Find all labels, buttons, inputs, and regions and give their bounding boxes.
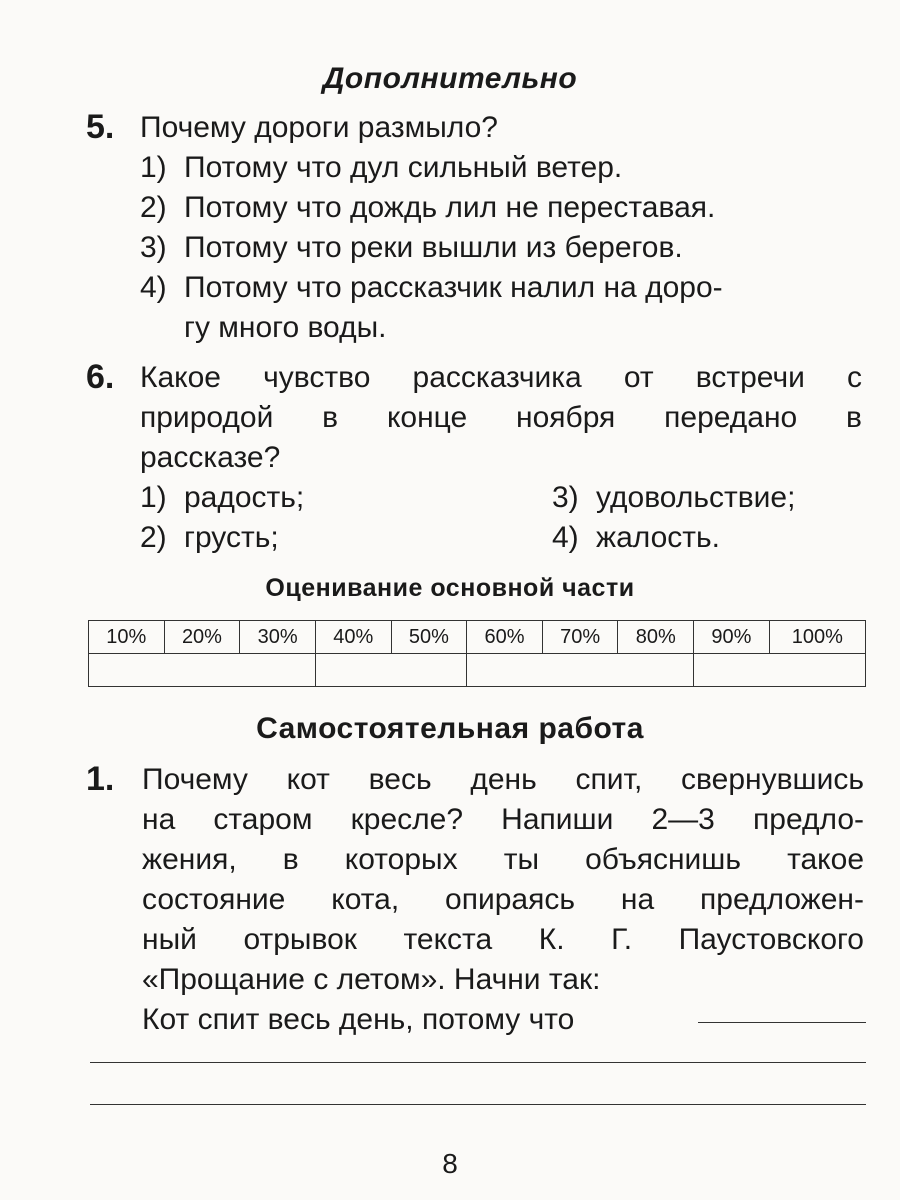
q5-option-4: [140, 268, 860, 308]
grading-mark-row: [89, 654, 866, 687]
option-text: Потому что дождь лил не переставая.: [184, 191, 716, 224]
option-number: 1): [140, 151, 167, 184]
grade-cell-30: 30%: [240, 621, 316, 654]
grading-title: Оценивание основной части: [265, 574, 635, 602]
question-6-text-line-1: Какое чувство рассказчика от встречи с: [140, 361, 862, 394]
option-text: удовольствие;: [596, 481, 796, 514]
q5-option-2: [140, 188, 715, 228]
grade-cell-100: 100%: [769, 621, 865, 654]
option-number: 3): [140, 231, 167, 264]
grade-cell-50: 50%: [391, 621, 467, 654]
option-number: 3): [552, 481, 579, 514]
grade-cell-80: 80%: [618, 621, 694, 654]
option-text: Потому что рассказчик налил на доро-: [184, 271, 723, 304]
q5-option-4-continued: гу много воды.: [184, 311, 387, 344]
grade-mark-cell-2[interactable]: [315, 654, 466, 687]
grade-cell-20: 20%: [164, 621, 240, 654]
q5-option-1: [140, 148, 622, 188]
option-number: 4): [140, 271, 167, 304]
answer-line-1[interactable]: [698, 1022, 866, 1023]
answer-prompt: Кот спит весь день, потому что: [142, 1003, 575, 1036]
answer-line-3[interactable]: [90, 1104, 866, 1105]
option-number: 1): [140, 481, 167, 514]
question-1-number: 1.: [86, 760, 115, 798]
question-1-line-6: «Прощание с летом». Начни так:: [142, 963, 601, 996]
question-1-line-1: Почему кот весь день спит, свернувшись: [142, 763, 864, 796]
question-6-number: 6.: [86, 358, 115, 396]
q6-option-2: [140, 518, 279, 558]
grading-table: [88, 620, 866, 687]
option-number: 2): [140, 191, 167, 224]
option-text: жалость.: [596, 521, 720, 554]
section-title-independent: Самостоятельная работа: [256, 712, 644, 745]
question-1-line-2: на старом кресле? Напиши 2—3 предло-: [142, 803, 864, 836]
grading-percent-row: [89, 621, 866, 654]
grade-cell-10: 10%: [89, 621, 165, 654]
grade-cell-60: 60%: [467, 621, 543, 654]
grade-cell-90: 90%: [694, 621, 770, 654]
grade-mark-cell-3[interactable]: [467, 654, 694, 687]
option-text: грусть;: [184, 521, 279, 554]
q6-option-1: [140, 478, 304, 518]
option-text: радость;: [184, 481, 305, 514]
option-number: 2): [140, 521, 167, 554]
option-text: Потому что реки вышли из берегов.: [184, 231, 683, 264]
section-title-additional: Дополнительно: [322, 62, 578, 95]
grade-mark-cell-4[interactable]: [694, 654, 866, 687]
question-1-line-5: ный отрывок текста К. Г. Паустовского: [142, 923, 864, 956]
q5-option-3: [140, 228, 683, 268]
question-5-number: 5.: [86, 108, 115, 146]
question-6-text-line-2: природой в конце ноября передано в: [140, 401, 862, 434]
question-1-line-3: жения, в которых ты объяснишь такое: [142, 843, 864, 876]
grade-cell-70: 70%: [542, 621, 618, 654]
grade-mark-cell-1[interactable]: [89, 654, 316, 687]
question-1-line-4: состояние кота, опираясь на предложен-: [142, 883, 864, 916]
question-5-text: Почему дороги размыло?: [140, 111, 498, 144]
q6-option-3: [552, 478, 795, 518]
q6-option-4: [552, 518, 720, 558]
question-6-text-line-3: рассказе?: [140, 441, 281, 474]
option-text: Потому что дул сильный ветер.: [184, 151, 623, 184]
page-number: 8: [442, 1148, 458, 1179]
grade-cell-40: 40%: [315, 621, 391, 654]
option-number: 4): [552, 521, 579, 554]
answer-line-2[interactable]: [90, 1062, 866, 1063]
